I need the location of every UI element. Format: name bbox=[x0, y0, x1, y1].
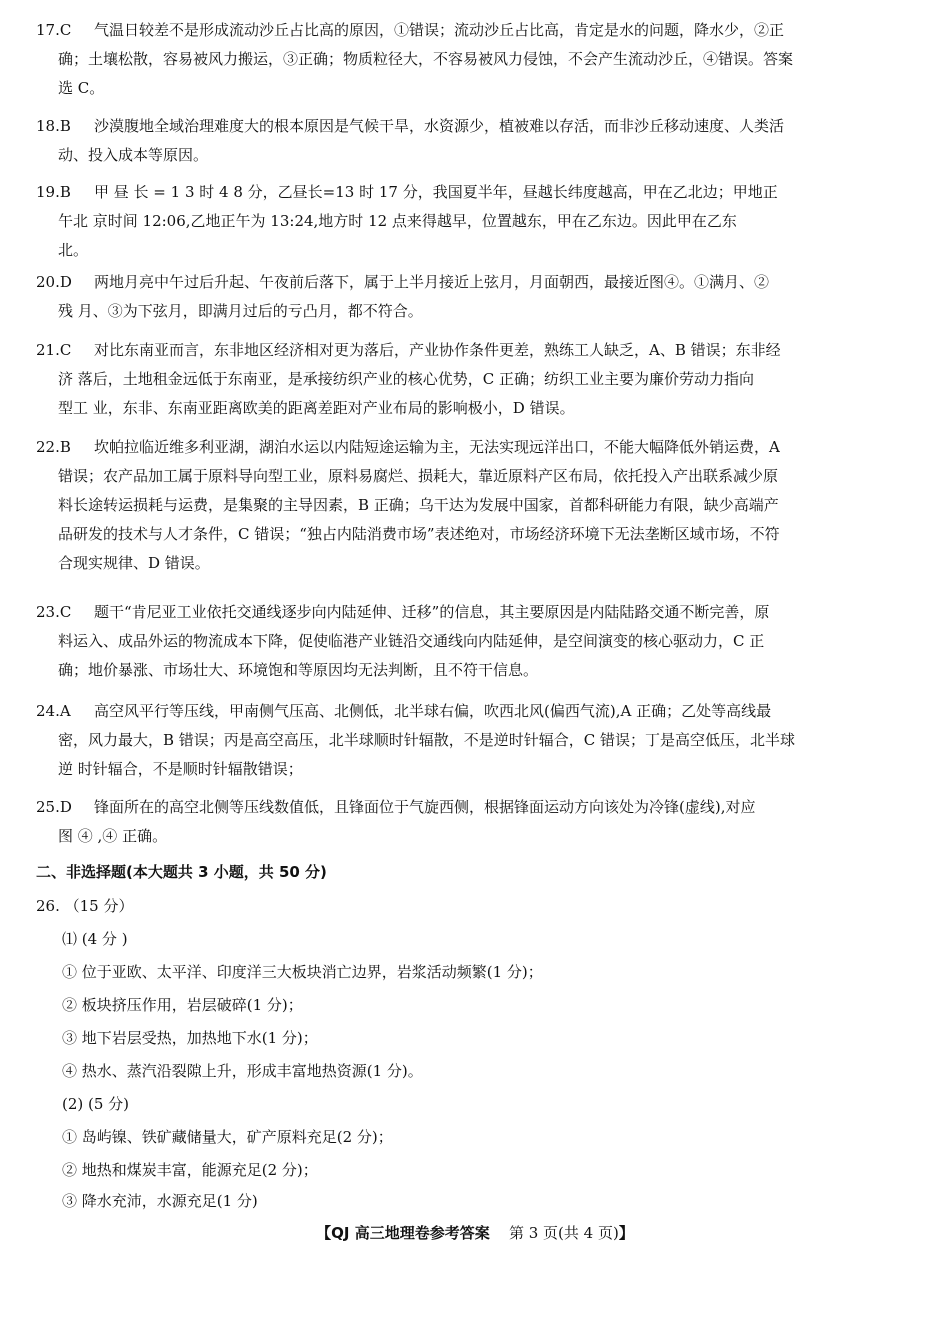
answer-20 bbox=[36, 268, 906, 326]
answer-text: 午北 京时间 12:06,乙地正午为 13:24,地方时 12 点来得越早，位置越东，甲在乙东边。因此甲在乙东 bbox=[58, 212, 737, 230]
q26-line: ④ 热水、蒸汽沿裂隙上升，形成丰富地热资源(1 分)。 bbox=[62, 1062, 423, 1080]
answer-text: 选 C。 bbox=[58, 79, 105, 97]
answer-23 bbox=[36, 598, 906, 685]
answer-text: 型工 业，东非、东南亚距离欧美的距离差距对产业布局的影响极小，D 错误。 bbox=[58, 399, 575, 417]
answer-text: 高空风平行等压线，甲南侧气压高、北侧低，北半球右偏，吹西北风(偏西气流),A 正确；乙处等高线最 bbox=[94, 702, 772, 720]
answer-number: 18.B bbox=[36, 117, 71, 135]
answer-number: 21.C bbox=[36, 341, 72, 359]
q26-line: ① 岛屿镍、铁矿藏储量大，矿产原料充足(2 分)； bbox=[62, 1128, 393, 1146]
q26-line: ⑴ (4 分 ) bbox=[62, 930, 128, 948]
answer-number: 23.C bbox=[36, 603, 72, 621]
answer-number: 19.B bbox=[36, 183, 71, 201]
answer-text: 北。 bbox=[58, 241, 89, 259]
answer-text: 逆 时针辐合，不是顺时针辐散错误； bbox=[58, 760, 303, 778]
q26-header: 26. （15 分） bbox=[36, 897, 134, 915]
answer-text: 锋面所在的高空北侧等压线数值低，且锋面位于气旋西侧，根据锋面运动方向该处为冷锋(虚线),对应 bbox=[94, 798, 756, 816]
footer-title: 【QJ 高三地理卷参考答案 bbox=[316, 1224, 490, 1242]
answer-text: 确；地价暴涨、市场壮大、环境饱和等原因均无法判断，且不符干信息。 bbox=[58, 661, 539, 679]
q26-line: ③ 降水充沛，水源充足(1 分) bbox=[62, 1192, 258, 1210]
answer-text: 确；土壤松散，容易被风力搬运，③正确；物质粒径大，不容易被风力侵蚀，不会产生流动沙丘，④错误。答案 bbox=[58, 50, 794, 68]
answer-text: 两地月亮中午过后升起、午夜前后落下，属于上半月接近上弦月，月面朝西，最接近图④。①满月、② bbox=[94, 273, 770, 291]
section-title: 二、非选择题(本大题共 3 小题，共 50 分) bbox=[36, 863, 327, 881]
q26-line: ② 地热和煤炭丰富，能源充足(2 分)； bbox=[62, 1161, 318, 1179]
answer-text: 残 月、③为下弦月，即满月过后的亏凸月，都不符合。 bbox=[58, 302, 423, 320]
answer-number: 20.D bbox=[36, 273, 72, 291]
answer-text: 图 ④ ,④ 正确。 bbox=[58, 827, 168, 845]
page-footer bbox=[0, 1222, 950, 1243]
answer-text: 密，风力最大，B 错误；丙是高空高压，北半球顺时针辐散，不是逆时针辐合，C 错误；丁是高空低压，北半球 bbox=[58, 731, 796, 749]
answer-text: 气温日较差不是形成流动沙丘占比高的原因，①错误；流动沙丘占比高，肯定是水的问题，降水少，②正 bbox=[94, 21, 785, 39]
q26-line: ③ 地下岩层受热，加热地下水(1 分)； bbox=[62, 1029, 318, 1047]
answer-25 bbox=[36, 793, 906, 851]
answer-text: 对比东南亚而言，东非地区经济相对更为落后，产业协作条件更差，熟练工人缺乏，A、B 错误；东非经 bbox=[94, 341, 781, 359]
answer-text: 料长途转运损耗与运费，是集聚的主导因素，B 正确；乌干达为发展中国家，首都科研能力有限，缺少高端产 bbox=[58, 496, 779, 514]
answer-text: 动、投入成本等原因。 bbox=[58, 146, 209, 164]
answer-18 bbox=[36, 112, 906, 170]
footer-page-number: 第 3 页(共 4 页) bbox=[508, 1224, 619, 1242]
answer-21 bbox=[36, 336, 906, 423]
answer-text: 料运入、成品外运的物流成本下降，促使临港产业链沿交通线向内陆延伸，是空间演变的核心驱动力，C 正 bbox=[58, 632, 765, 650]
q26-line: ② 板块挤压作用，岩层破碎(1 分)； bbox=[62, 996, 303, 1014]
answer-number: 22.B bbox=[36, 438, 71, 456]
answer-24 bbox=[36, 697, 906, 784]
answer-number: 17.C bbox=[36, 21, 72, 39]
answer-text: 错误；农产品加工属于原料导向型工业，原料易腐烂、损耗大，靠近原料产区布局，依托投入产出联系减少原 bbox=[58, 467, 779, 485]
q26-line: ① 位于亚欧、太平洋、印度洋三大板块消亡边界，岩浆活动频繁(1 分)； bbox=[62, 963, 543, 981]
answer-17 bbox=[36, 16, 906, 103]
answer-text: 济 落后，土地租金远低于东南亚，是承接纺织产业的核心优势，C 正确；纺织工业主要为廉价劳动力指向 bbox=[58, 370, 755, 388]
answer-text: 品研发的技术与人才条件，C 错误；“独占内陆消费市场”表述绝对，市场经济环境下无法垄断区域市场，不符 bbox=[58, 525, 780, 543]
answer-text: 甲 昼 长 = 1 3 时 4 8 分，乙昼长=13 时 17 分，我国夏半年，昼越长纬度越高，甲在乙北边；甲地正 bbox=[94, 183, 778, 201]
answer-22 bbox=[36, 433, 906, 578]
answer-text: 合现实规律、D 错误。 bbox=[58, 554, 210, 572]
answer-number: 25.D bbox=[36, 798, 72, 816]
q26-line: (2) (5 分) bbox=[62, 1095, 130, 1113]
answer-19 bbox=[36, 178, 906, 265]
answer-text: 坎帕拉临近维多利亚湖，湖泊水运以内陆短途运输为主，无法实现远洋出口，不能大幅降低外销运费，A bbox=[94, 438, 780, 456]
answer-number: 24.A bbox=[36, 702, 71, 720]
footer-bracket: 】 bbox=[618, 1224, 634, 1242]
answer-text: 沙漠腹地全域治理难度大的根本原因是气候干旱，水资源少，植被难以存活，而非沙丘移动速度、人类活 bbox=[94, 117, 785, 135]
answer-text: 题干“肯尼亚工业依托交通线逐步向内陆延伸、迁移”的信息，其主要原因是内陆陆路交通不断完善，原 bbox=[94, 603, 770, 621]
